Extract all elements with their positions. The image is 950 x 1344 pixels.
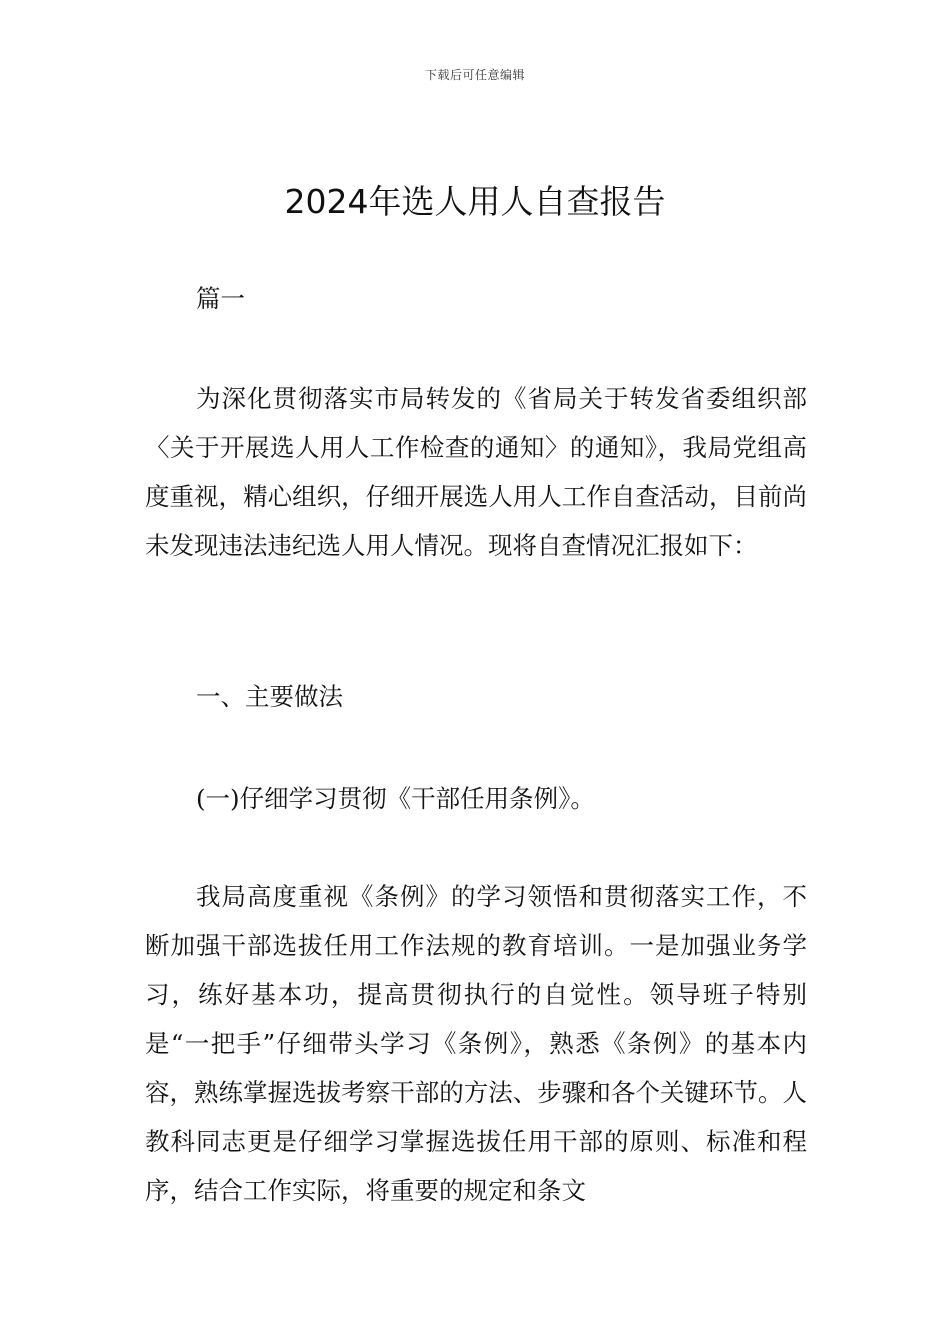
heading-main-practices: 一、主要做法 xyxy=(196,682,343,711)
page-header-note: 下载后可任意编辑 xyxy=(424,68,525,82)
section-label: 篇一 xyxy=(196,284,245,313)
document-title: 2024年选人用人自查报告 xyxy=(284,182,666,221)
subheading-study-regulations: (一)仔细学习贯彻《干部任用条例》。 xyxy=(196,784,595,813)
intro-paragraph: 为深化贯彻落实市局转发的《省局关于转发省委组织部〈关于开展选人用人工作检查的通知〉的通知》，我局党组高度重视，精心组织，仔细开展选人用人工作自查活动，目前尚未发现违法违纪选人用人情况。现将自查情况汇报如下： xyxy=(145,384,807,560)
body-paragraph: 我局高度重视《条例》的学习领悟和贯彻落实工作，不断加强干部选拔任用工作法规的教育培训。一是加强业务学习，练好基本功，提高贯彻执行的自觉性。领导班子特别是“一把手”仔细带头学习《条例》，熟悉《条例》的基本内容，熟练掌握选拔考察干部的方法、步骤和各个关键环节。人教科同志更是仔细学习掌握选拔任用干部的原则、标准和程序，结合工作实际，将重要的规定和条文 xyxy=(145,882,807,1205)
